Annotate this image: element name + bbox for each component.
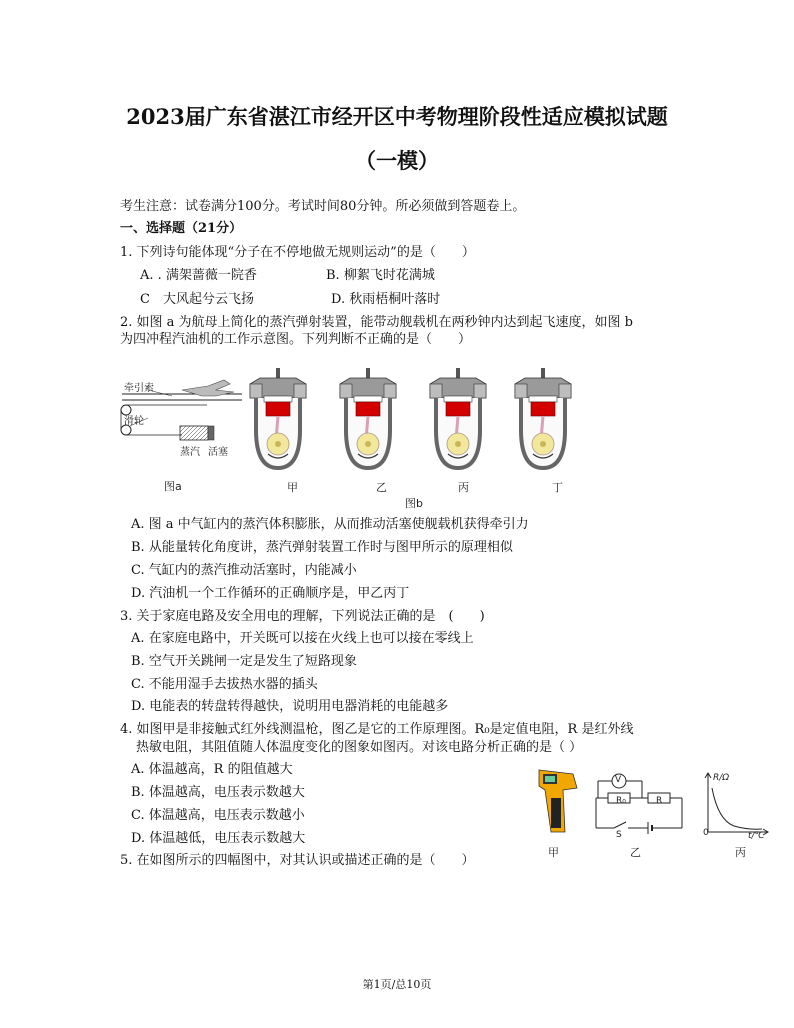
question-2-option-a: A. 图 a 中气缸内的蒸汽体积膨胀，从而推动活塞使舰载机获得牵引力 [131, 517, 529, 532]
circuit-voltmeter-label: V [615, 775, 622, 785]
question-1-stem: 1. 下列诗句能体现“分子在不停地做无规则运动”的是（ ） [120, 245, 475, 260]
question-3-option-c: C. 不能用湿手去拔热水器的插头 [131, 677, 318, 692]
question-4-option-d: D. 体温越低，电压表示数越大 [131, 831, 306, 846]
question-3-option-d: D. 电能表的转盘转得越快，说明用电器消耗的电能越多 [131, 699, 449, 714]
page-title: 2023届广东省湛江市经开区中考物理阶段性适应模拟试题 [126, 104, 668, 129]
circuit-r0-label: R₀ [616, 796, 626, 806]
question-1-option-d: D. 秋雨梧桐叶落时 [331, 292, 441, 307]
figure-b-label-bing: 丙 [458, 481, 469, 494]
figure-b-caption: 图b [405, 497, 423, 510]
question-3-option-b: B. 空气开关跳闸一定是发生了短路现象 [131, 654, 357, 669]
question-2-stem-line2: 为四冲程汽油机的工作示意图。下列判断不正确的是（ ） [120, 332, 472, 347]
figure-circuit [592, 772, 686, 834]
circuit-r-label: R [656, 796, 663, 806]
question-3-option-a: A. 在家庭电路中，开关既可以接在火线上也可以接在零线上 [131, 631, 474, 646]
figure-b-label-yi: 乙 [376, 481, 387, 494]
figure-label-jia: 甲 [548, 846, 559, 859]
page-footer: 第1页/总10页 [362, 978, 432, 991]
question-2-option-d: D. 汽油机一个工作循环的正确顺序是，甲乙丙丁 [131, 586, 410, 601]
figure-a-piston-label: 活塞 [208, 447, 228, 458]
question-4-option-a: A. 体温越高，R 的阻值越大 [131, 762, 293, 777]
question-1-option-b: B. 柳絮飞时花满城 [326, 268, 435, 283]
question-2-stem-line1: 2. 如图 a 为航母上简化的蒸汽弹射装置，能带动舰载机在两秒钟内达到起飞速度，如图 b [120, 315, 634, 330]
figure-a-rope-label: 牵引索 [124, 383, 154, 394]
figure-resistance-graph [700, 772, 772, 838]
question-1-option-c: C 大风起兮云飞扬 [140, 292, 254, 307]
figure-label-bing: 丙 [735, 846, 746, 859]
graph-x-axis-label: t/℃ [748, 831, 765, 841]
page-subtitle: （一模） [355, 148, 439, 173]
question-5-stem: 5. 在如图所示的四幅图中，对其认识或描述正确的是（ ） [120, 853, 475, 868]
exam-notice: 考生注意：试卷满分100分。考试时间80分钟。所必须做到答题卷上。 [120, 199, 526, 214]
figure-b-engine-strokes [246, 368, 591, 476]
question-4-stem-line2: 热敏电阻，其阻值随人体温度变化的图象如图丙。对该电路分析正确的是（ ） [136, 740, 583, 755]
circuit-switch-label: S [616, 830, 622, 840]
figure-thermometer-gun [535, 768, 580, 836]
question-4-option-c: C. 体温越高，电压表示数越小 [131, 808, 305, 823]
figure-b-label-ding: 丁 [552, 481, 563, 494]
section-heading: 一、选择题（21分） [120, 221, 243, 236]
figure-b-label-jia: 甲 [287, 481, 298, 494]
question-2-option-b: B. 从能量转化角度讲，蒸汽弹射装置工作时与图甲所示的原理相似 [131, 540, 513, 555]
figure-label-yi: 乙 [630, 846, 641, 859]
figure-a-wheel-label: 滑轮 [124, 416, 144, 427]
figure-a-caption: 图a [164, 480, 182, 493]
question-3-stem: 3. 关于家庭电路及安全用电的理解，下列说法正确的是 ( ) [120, 609, 485, 624]
graph-y-axis-label: R/Ω [713, 773, 730, 783]
question-4-option-b: B. 体温越高，电压表示数越大 [131, 785, 305, 800]
question-2-option-c: C. 气缸内的蒸汽推动活塞时，内能减小 [131, 563, 357, 578]
question-1-option-a: A. . 满架蔷薇一院香 [140, 268, 257, 283]
graph-origin-label: 0 [703, 828, 709, 838]
figure-a-steam-label: 蒸汽 [180, 447, 200, 458]
question-4-stem-line1: 4. 如图甲是非接触式红外线测温枪，图乙是它的工作原理图。R₀是定值电阻，R 是红外线 [120, 722, 634, 737]
